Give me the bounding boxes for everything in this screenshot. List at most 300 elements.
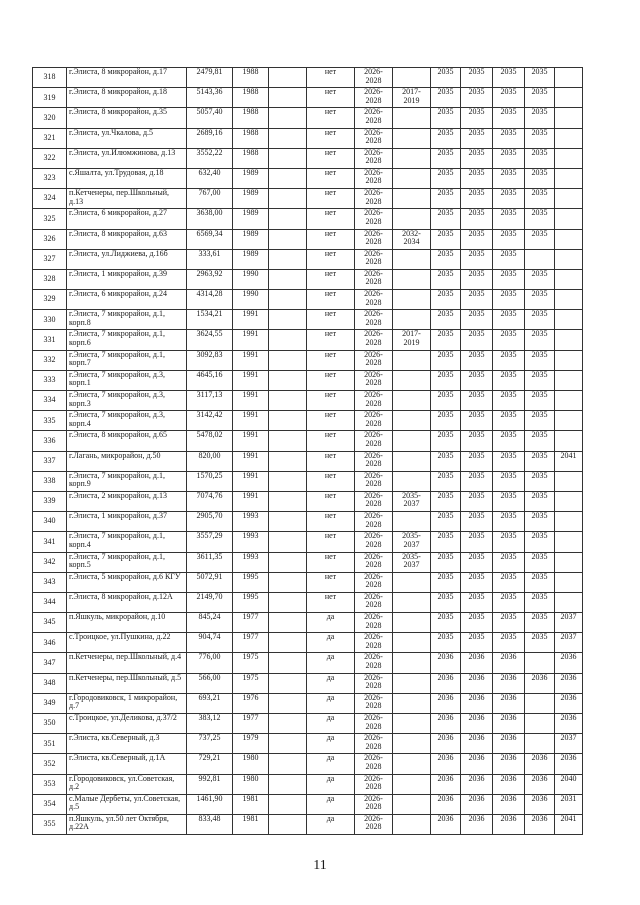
cell-blank-col (269, 148, 307, 168)
cell-period-b (393, 411, 431, 431)
cell-period-b (393, 168, 431, 188)
cell-blank-col (269, 128, 307, 148)
cell-period-a: 2026-2028 (355, 693, 393, 713)
table-row (33, 653, 583, 673)
cell-year-built: 1989 (233, 249, 269, 269)
cell-year-col-1: 2035 (431, 249, 461, 269)
cell-blank-col (269, 633, 307, 653)
cell-address: г.Элиста, 6 микрорайон, д.24 (67, 290, 187, 310)
cell-address: г.Элиста, 7 микрорайон, д.1, корп.7 (67, 350, 187, 370)
cell-period-a: 2026-2028 (355, 633, 393, 653)
cell-flag: нет (307, 269, 355, 289)
cell-blank-col (269, 330, 307, 350)
cell-year-col-5 (555, 370, 583, 390)
cell-year-built: 1991 (233, 471, 269, 491)
cell-flag: нет (307, 512, 355, 532)
cell-period-a: 2026-2028 (355, 774, 393, 794)
cell-period-a: 2026-2028 (355, 451, 393, 471)
cell-year-col-2: 2035 (461, 148, 493, 168)
cell-blank-col (269, 310, 307, 330)
cell-year-col-3: 2036 (493, 734, 525, 754)
cell-period-a: 2026-2028 (355, 572, 393, 592)
cell-year-col-3: 2035 (493, 491, 525, 511)
cell-year-col-2: 2035 (461, 229, 493, 249)
cell-year-col-4: 2036 (525, 673, 555, 693)
cell-year-col-4: 2035 (525, 370, 555, 390)
cell-address: г.Элиста, ул.Чкалова, д.5 (67, 128, 187, 148)
cell-year-built: 1991 (233, 431, 269, 451)
cell-flag: нет (307, 209, 355, 229)
cell-period-b (393, 653, 431, 673)
cell-address: г.Элиста, 7 микрорайон, д.1, корп.8 (67, 310, 187, 330)
cell-year-col-1: 2035 (431, 148, 461, 168)
cell-year-col-1: 2036 (431, 754, 461, 774)
cell-address: п.Яшкуль, микрорайон, д.10 (67, 613, 187, 633)
cell-year-col-1: 2035 (431, 88, 461, 108)
cell-flag: нет (307, 532, 355, 552)
cell-year-col-4 (525, 653, 555, 673)
cell-address: г.Элиста, 7 микрорайон, д.3, корп.4 (67, 411, 187, 431)
cell-period-a: 2026-2028 (355, 269, 393, 289)
table-row (33, 229, 583, 249)
cell-row-number: 351 (33, 734, 67, 754)
cell-year-col-1: 2036 (431, 814, 461, 834)
cell-blank-col (269, 471, 307, 491)
table-row (33, 471, 583, 491)
cell-year-col-2: 2036 (461, 673, 493, 693)
cell-year-col-2: 2036 (461, 814, 493, 834)
cell-area: 3117,13 (187, 391, 233, 411)
cell-period-b: 2035-2037 (393, 491, 431, 511)
cell-year-col-4: 2036 (525, 774, 555, 794)
cell-area: 3552,22 (187, 148, 233, 168)
cell-row-number: 328 (33, 269, 67, 289)
cell-year-col-5 (555, 269, 583, 289)
cell-blank-col (269, 552, 307, 572)
cell-address: г.Элиста, кв.Северный, д.3 (67, 734, 187, 754)
cell-period-b (393, 592, 431, 612)
cell-year-col-5 (555, 168, 583, 188)
cell-year-col-5 (555, 411, 583, 431)
cell-year-col-2: 2035 (461, 431, 493, 451)
cell-year-col-4: 2035 (525, 431, 555, 451)
cell-year-col-3: 2036 (493, 774, 525, 794)
cell-address: г.Элиста, 5 микрорайон, д.6 КГУ (67, 572, 187, 592)
cell-year-built: 1993 (233, 552, 269, 572)
cell-year-col-2: 2035 (461, 88, 493, 108)
cell-year-built: 1991 (233, 370, 269, 390)
cell-year-built: 1988 (233, 68, 269, 88)
cell-year-col-1: 2036 (431, 653, 461, 673)
cell-year-built: 1975 (233, 653, 269, 673)
cell-period-b (393, 714, 431, 734)
cell-year-col-1: 2035 (431, 209, 461, 229)
cell-row-number: 354 (33, 794, 67, 814)
cell-flag: нет (307, 148, 355, 168)
cell-flag: нет (307, 290, 355, 310)
cell-year-col-5 (555, 552, 583, 572)
cell-flag: да (307, 633, 355, 653)
cell-flag: нет (307, 350, 355, 370)
table-row (33, 714, 583, 734)
table-row (33, 592, 583, 612)
cell-year-col-2: 2035 (461, 168, 493, 188)
cell-year-col-3: 2035 (493, 592, 525, 612)
cell-area: 5143,36 (187, 88, 233, 108)
cell-area: 632,40 (187, 168, 233, 188)
cell-row-number: 346 (33, 633, 67, 653)
cell-year-col-5: 2036 (555, 693, 583, 713)
cell-address: п.Кетченеры, пер.Школьный, д.13 (67, 189, 187, 209)
cell-address: г.Элиста, 7 микрорайон, д.1, корп.5 (67, 552, 187, 572)
table-row (33, 189, 583, 209)
cell-flag: да (307, 734, 355, 754)
cell-period-b (393, 310, 431, 330)
cell-year-col-5 (555, 532, 583, 552)
cell-year-col-2: 2035 (461, 633, 493, 653)
cell-year-col-3: 2035 (493, 189, 525, 209)
cell-year-built: 1980 (233, 754, 269, 774)
cell-year-built: 1991 (233, 491, 269, 511)
cell-year-col-5 (555, 68, 583, 88)
cell-blank-col (269, 754, 307, 774)
cell-year-col-1: 2035 (431, 491, 461, 511)
cell-period-b (393, 734, 431, 754)
cell-row-number: 350 (33, 714, 67, 734)
cell-address: с.Троицкое, ул.Пушкина, д.22 (67, 633, 187, 653)
cell-flag: нет (307, 310, 355, 330)
cell-row-number: 325 (33, 209, 67, 229)
cell-year-col-4: 2035 (525, 290, 555, 310)
cell-blank-col (269, 693, 307, 713)
cell-address: г.Элиста, 1 микрорайон, д.39 (67, 269, 187, 289)
table-row (33, 693, 583, 713)
cell-year-col-2: 2036 (461, 693, 493, 713)
cell-address: г.Городовиковск, ул.Советская, д.2 (67, 774, 187, 794)
cell-year-col-1: 2036 (431, 693, 461, 713)
cell-period-a: 2026-2028 (355, 209, 393, 229)
cell-period-b (393, 512, 431, 532)
cell-period-b: 2017-2019 (393, 88, 431, 108)
cell-area: 3611,35 (187, 552, 233, 572)
cell-address: г.Элиста, 7 микрорайон, д.1, корп.4 (67, 532, 187, 552)
table-row (33, 431, 583, 451)
cell-period-a: 2026-2028 (355, 370, 393, 390)
table-row (33, 491, 583, 511)
cell-year-col-1: 2035 (431, 411, 461, 431)
cell-blank-col (269, 68, 307, 88)
cell-period-b (393, 572, 431, 592)
cell-year-col-3: 2035 (493, 128, 525, 148)
cell-flag: нет (307, 330, 355, 350)
cell-address: г.Элиста, 8 микрорайон, д.35 (67, 108, 187, 128)
table-row (33, 168, 583, 188)
table-row (33, 673, 583, 693)
cell-year-col-4: 2035 (525, 209, 555, 229)
table-body (33, 68, 583, 835)
cell-period-a: 2026-2028 (355, 734, 393, 754)
cell-year-col-2: 2036 (461, 794, 493, 814)
table-row (33, 613, 583, 633)
cell-blank-col (269, 491, 307, 511)
cell-period-a: 2026-2028 (355, 532, 393, 552)
cell-period-b (393, 613, 431, 633)
cell-year-built: 1991 (233, 451, 269, 471)
cell-period-a: 2026-2028 (355, 592, 393, 612)
cell-period-b (393, 774, 431, 794)
cell-year-col-5 (555, 471, 583, 491)
cell-year-col-5 (555, 592, 583, 612)
cell-year-col-3: 2035 (493, 552, 525, 572)
cell-period-a: 2026-2028 (355, 613, 393, 633)
cell-area: 2689,16 (187, 128, 233, 148)
cell-year-built: 1991 (233, 391, 269, 411)
cell-year-col-1: 2035 (431, 189, 461, 209)
cell-blank-col (269, 249, 307, 269)
cell-row-number: 329 (33, 290, 67, 310)
cell-address: г.Элиста, 7 микрорайон, д.3, корп.1 (67, 370, 187, 390)
cell-year-col-4: 2035 (525, 512, 555, 532)
cell-row-number: 327 (33, 249, 67, 269)
cell-address: п.Кетченеры, пер.Школьный, д.4 (67, 653, 187, 673)
cell-blank-col (269, 168, 307, 188)
cell-year-col-5 (555, 330, 583, 350)
cell-year-built: 1981 (233, 794, 269, 814)
housing-register-table (32, 67, 583, 835)
cell-row-number: 324 (33, 189, 67, 209)
cell-row-number: 339 (33, 491, 67, 511)
cell-year-col-2: 2036 (461, 714, 493, 734)
cell-year-col-5: 2037 (555, 734, 583, 754)
cell-year-col-1: 2036 (431, 794, 461, 814)
cell-row-number: 330 (33, 310, 67, 330)
cell-period-a: 2026-2028 (355, 189, 393, 209)
cell-year-built: 1981 (233, 814, 269, 834)
cell-period-a: 2026-2028 (355, 754, 393, 774)
cell-blank-col (269, 673, 307, 693)
cell-year-col-4: 2035 (525, 491, 555, 511)
cell-year-col-4: 2036 (525, 754, 555, 774)
cell-row-number: 331 (33, 330, 67, 350)
cell-address: с.Малые Дербеты, ул.Советская, д.5 (67, 794, 187, 814)
cell-area: 3638,00 (187, 209, 233, 229)
cell-year-col-2: 2035 (461, 269, 493, 289)
cell-flag: нет (307, 552, 355, 572)
table-row (33, 552, 583, 572)
cell-year-col-1: 2035 (431, 108, 461, 128)
cell-year-col-4: 2035 (525, 633, 555, 653)
cell-blank-col (269, 209, 307, 229)
cell-blank-col (269, 189, 307, 209)
cell-year-col-1: 2035 (431, 310, 461, 330)
cell-year-col-4: 2035 (525, 229, 555, 249)
cell-year-col-5 (555, 512, 583, 532)
cell-blank-col (269, 774, 307, 794)
cell-blank-col (269, 451, 307, 471)
cell-year-col-3: 2035 (493, 572, 525, 592)
cell-year-col-1: 2035 (431, 471, 461, 491)
cell-row-number: 355 (33, 814, 67, 834)
cell-year-col-3: 2035 (493, 290, 525, 310)
cell-period-b (393, 814, 431, 834)
cell-period-a: 2026-2028 (355, 108, 393, 128)
cell-address: г.Элиста, 8 микрорайон, д.18 (67, 88, 187, 108)
cell-address: с.Яшалта, ул.Трудовая, д.18 (67, 168, 187, 188)
cell-area: 383,12 (187, 714, 233, 734)
cell-year-built: 1993 (233, 532, 269, 552)
cell-row-number: 334 (33, 391, 67, 411)
cell-period-a: 2026-2028 (355, 148, 393, 168)
cell-row-number: 319 (33, 88, 67, 108)
cell-period-a: 2026-2028 (355, 814, 393, 834)
cell-blank-col (269, 653, 307, 673)
cell-year-col-4 (525, 714, 555, 734)
cell-period-a: 2026-2028 (355, 229, 393, 249)
cell-area: 4645,16 (187, 370, 233, 390)
cell-year-col-2: 2036 (461, 774, 493, 794)
cell-year-col-3: 2035 (493, 350, 525, 370)
cell-row-number: 321 (33, 128, 67, 148)
cell-year-col-2: 2035 (461, 592, 493, 612)
table-row (33, 290, 583, 310)
cell-year-built: 1990 (233, 290, 269, 310)
cell-year-col-2: 2036 (461, 734, 493, 754)
cell-period-b: 2035-2037 (393, 552, 431, 572)
cell-period-b (393, 693, 431, 713)
table-row (33, 269, 583, 289)
table-row (33, 370, 583, 390)
cell-year-col-3: 2035 (493, 229, 525, 249)
cell-blank-col (269, 290, 307, 310)
cell-area: 566,00 (187, 673, 233, 693)
cell-flag: нет (307, 229, 355, 249)
cell-period-a: 2026-2028 (355, 330, 393, 350)
cell-blank-col (269, 431, 307, 451)
cell-year-built: 1989 (233, 209, 269, 229)
cell-year-col-3: 2036 (493, 794, 525, 814)
cell-year-col-4: 2036 (525, 814, 555, 834)
cell-area: 833,48 (187, 814, 233, 834)
cell-year-col-2: 2035 (461, 552, 493, 572)
cell-year-col-5 (555, 209, 583, 229)
cell-period-a: 2026-2028 (355, 249, 393, 269)
cell-period-b (393, 209, 431, 229)
cell-period-a: 2026-2028 (355, 673, 393, 693)
cell-year-col-4: 2035 (525, 330, 555, 350)
cell-year-col-1: 2035 (431, 269, 461, 289)
cell-year-col-3: 2035 (493, 108, 525, 128)
cell-year-col-3: 2036 (493, 814, 525, 834)
cell-year-col-1: 2036 (431, 714, 461, 734)
cell-year-built: 1989 (233, 168, 269, 188)
cell-year-col-2: 2035 (461, 249, 493, 269)
cell-period-b (393, 370, 431, 390)
cell-year-col-4: 2035 (525, 269, 555, 289)
cell-year-col-3: 2035 (493, 269, 525, 289)
cell-year-col-4: 2035 (525, 189, 555, 209)
cell-blank-col (269, 411, 307, 431)
cell-year-col-5 (555, 108, 583, 128)
cell-period-a: 2026-2028 (355, 168, 393, 188)
cell-blank-col (269, 350, 307, 370)
cell-year-built: 1980 (233, 774, 269, 794)
cell-year-built: 1995 (233, 572, 269, 592)
cell-year-col-2: 2035 (461, 471, 493, 491)
cell-row-number: 349 (33, 693, 67, 713)
cell-period-b (393, 451, 431, 471)
cell-period-a: 2026-2028 (355, 431, 393, 451)
cell-year-built: 1988 (233, 108, 269, 128)
cell-year-col-5: 2036 (555, 653, 583, 673)
cell-address: г.Элиста, 8 микрорайон, д.63 (67, 229, 187, 249)
cell-address: г.Элиста, 6 микрорайон, д.27 (67, 209, 187, 229)
cell-area: 3142,42 (187, 411, 233, 431)
cell-address: г.Элиста, ул.Илюмжинова, д.13 (67, 148, 187, 168)
cell-year-col-1: 2035 (431, 552, 461, 572)
cell-area: 729,21 (187, 754, 233, 774)
cell-year-col-5: 2036 (555, 714, 583, 734)
cell-flag: нет (307, 88, 355, 108)
cell-year-col-2: 2035 (461, 370, 493, 390)
cell-year-col-1: 2035 (431, 128, 461, 148)
cell-row-number: 345 (33, 613, 67, 633)
cell-year-col-1: 2035 (431, 68, 461, 88)
cell-year-col-2: 2035 (461, 108, 493, 128)
cell-period-a: 2026-2028 (355, 714, 393, 734)
cell-flag: нет (307, 451, 355, 471)
cell-row-number: 335 (33, 411, 67, 431)
cell-year-col-3: 2035 (493, 168, 525, 188)
cell-year-col-1: 2035 (431, 613, 461, 633)
cell-flag: нет (307, 249, 355, 269)
cell-flag: нет (307, 370, 355, 390)
cell-period-a: 2026-2028 (355, 552, 393, 572)
cell-period-b (393, 471, 431, 491)
cell-address: г.Элиста, 7 микрорайон, д.1, корп.6 (67, 330, 187, 350)
cell-year-col-4: 2035 (525, 552, 555, 572)
cell-row-number: 344 (33, 592, 67, 612)
cell-area: 776,00 (187, 653, 233, 673)
cell-year-col-5 (555, 572, 583, 592)
cell-year-col-4 (525, 734, 555, 754)
cell-year-col-3: 2036 (493, 673, 525, 693)
cell-year-col-3: 2035 (493, 148, 525, 168)
cell-year-col-2: 2035 (461, 189, 493, 209)
cell-year-col-3: 2035 (493, 613, 525, 633)
cell-period-b (393, 189, 431, 209)
cell-year-col-4: 2035 (525, 350, 555, 370)
cell-year-built: 1991 (233, 310, 269, 330)
cell-year-col-2: 2036 (461, 653, 493, 673)
cell-year-col-1: 2035 (431, 330, 461, 350)
cell-year-col-2: 2035 (461, 128, 493, 148)
cell-flag: нет (307, 68, 355, 88)
cell-year-col-2: 2035 (461, 350, 493, 370)
cell-year-built: 1975 (233, 673, 269, 693)
cell-year-built: 1976 (233, 693, 269, 713)
cell-year-col-3: 2035 (493, 633, 525, 653)
cell-year-built: 1991 (233, 350, 269, 370)
cell-year-col-5: 2041 (555, 814, 583, 834)
cell-period-b (393, 391, 431, 411)
cell-area: 767,00 (187, 189, 233, 209)
table-row (33, 88, 583, 108)
cell-year-col-3: 2035 (493, 451, 525, 471)
cell-blank-col (269, 794, 307, 814)
cell-year-built: 1991 (233, 411, 269, 431)
cell-flag: да (307, 653, 355, 673)
cell-row-number: 340 (33, 512, 67, 532)
